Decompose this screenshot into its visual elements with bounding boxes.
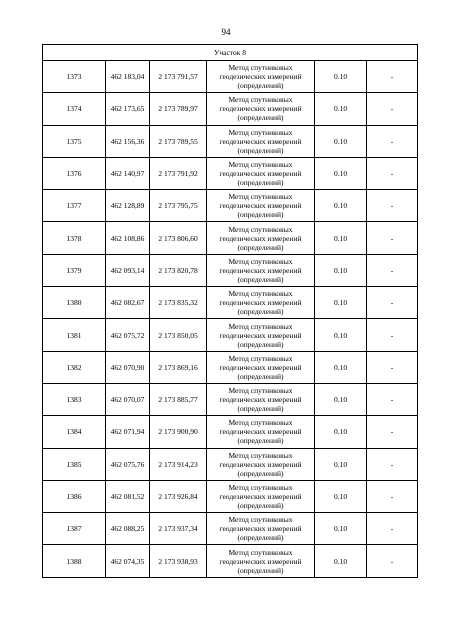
page-number: 94 [221,27,231,37]
point-number-cell: 1385 [43,448,106,480]
accuracy-cell: 0.10 [315,383,367,415]
table-row [43,61,418,93]
dash-cell: - [367,287,418,319]
table-body [43,45,418,578]
x-coordinate-cell: 462 070,90 [106,351,150,383]
coordinates-table [42,44,418,578]
dash-cell: - [367,319,418,351]
method-line: Метод спутниковых [228,386,293,396]
accuracy-cell: 0.10 [315,222,367,254]
y-coordinate-cell: 2 173 914,23 [150,448,207,480]
method-line: Метод спутниковых [228,127,293,137]
point-number-cell: 1388 [43,545,106,577]
accuracy-cell: 0.10 [315,125,367,157]
method-line: Метод спутниковых [228,256,293,266]
x-coordinate-cell: 462 075,76 [106,448,150,480]
method-line: геодезических измерений [219,169,302,179]
accuracy-cell: 0.10 [315,480,367,512]
x-coordinate-cell: 462 093,14 [106,254,150,286]
method-line: (определений) [237,178,284,188]
accuracy-cell: 0.10 [315,351,367,383]
method-line: геодезических измерений [219,459,302,469]
method-line: (определений) [237,81,284,91]
dash-cell: - [367,190,418,222]
y-coordinate-cell: 2 173 900,90 [150,416,207,448]
y-coordinate-cell: 2 173 795,75 [150,190,207,222]
dash-cell: - [367,480,418,512]
section-title: Участок 8 [43,45,418,61]
x-coordinate-cell: 462 074,35 [106,545,150,577]
point-number-cell: 1382 [43,351,106,383]
method-line: геодезических измерений [219,265,302,275]
method-line: (определений) [237,307,284,317]
method-line: геодезических измерений [219,72,302,82]
method-cell [207,383,315,415]
method-line: Метод спутниковых [228,353,293,363]
dash-cell: - [367,351,418,383]
table-row [43,222,418,254]
method-cell [207,157,315,189]
point-number-cell: 1381 [43,319,106,351]
method-line: геодезических измерений [219,427,302,437]
table-row [43,513,418,545]
x-coordinate-cell: 462 075,72 [106,319,150,351]
table-row [43,157,418,189]
method-line: геодезических измерений [219,298,302,308]
method-line: (определений) [237,565,284,575]
accuracy-cell: 0.10 [315,61,367,93]
method-line: Метод спутниковых [228,192,293,202]
table-row [43,93,418,125]
method-line: Метод спутниковых [228,321,293,331]
y-coordinate-cell: 2 173 885,77 [150,383,207,415]
method-line: геодезических измерений [219,330,302,340]
y-coordinate-cell: 2 173 926,84 [150,480,207,512]
method-line: Метод спутниковых [228,483,293,492]
point-number-cell: 1377 [43,190,106,222]
method-line: геодезических измерений [219,492,302,501]
method-cell [207,513,315,545]
point-number-cell: 1384 [43,416,106,448]
x-coordinate-cell: 462 156,36 [106,125,150,157]
x-coordinate-cell: 462 082,67 [106,287,150,319]
accuracy-cell: 0.10 [315,287,367,319]
table-row [43,254,418,286]
method-line: (определений) [237,404,284,414]
method-cell [207,190,315,222]
x-coordinate-cell: 462 088,25 [106,513,150,545]
accuracy-cell: 0.10 [315,416,367,448]
accuracy-cell: 0.10 [315,319,367,351]
table-row [43,480,418,512]
table-row [43,319,418,351]
method-line: геодезических измерений [219,136,302,146]
method-line: (определений) [237,274,284,284]
method-line: (определений) [237,371,284,381]
method-line: Метод спутниковых [228,547,293,557]
method-cell [207,480,315,512]
method-cell [207,319,315,351]
x-coordinate-cell: 462 140,97 [106,157,150,189]
y-coordinate-cell: 2 173 791,92 [150,157,207,189]
point-number-cell: 1373 [43,61,106,93]
method-cell [207,61,315,93]
accuracy-cell: 0.10 [315,545,367,577]
method-line: (определений) [237,113,284,123]
x-coordinate-cell: 462 081,52 [106,480,150,512]
dash-cell: - [367,93,418,125]
dash-cell: - [367,545,418,577]
method-line: геодезических измерений [219,556,302,566]
method-line: Метод спутниковых [228,418,293,428]
table-row [43,383,418,415]
accuracy-cell: 0.10 [315,254,367,286]
point-number-cell: 1374 [43,93,106,125]
method-line: (определений) [237,533,284,543]
x-coordinate-cell: 462 108,86 [106,222,150,254]
y-coordinate-cell: 2 173 869,16 [150,351,207,383]
y-coordinate-cell: 2 173 938,93 [150,545,207,577]
dash-cell: - [367,383,418,415]
accuracy-cell: 0.10 [315,157,367,189]
y-coordinate-cell: 2 173 937,34 [150,513,207,545]
y-coordinate-cell: 2 173 835,32 [150,287,207,319]
point-number-cell: 1387 [43,513,106,545]
y-coordinate-cell: 2 173 850,05 [150,319,207,351]
accuracy-cell: 0.10 [315,448,367,480]
accuracy-cell: 0.10 [315,93,367,125]
dash-cell: - [367,448,418,480]
dash-cell: - [367,125,418,157]
method-cell [207,545,315,577]
method-cell [207,448,315,480]
y-coordinate-cell: 2 173 820,78 [150,254,207,286]
table-row [43,125,418,157]
method-line: (определений) [237,468,284,478]
method-line: геодезических измерений [219,104,302,114]
method-line: Метод спутниковых [228,95,293,105]
x-coordinate-cell: 462 173,65 [106,93,150,125]
table-row [43,351,418,383]
point-number-cell: 1378 [43,222,106,254]
method-cell [207,416,315,448]
accuracy-cell: 0.10 [315,190,367,222]
point-number-cell: 1375 [43,125,106,157]
point-number-cell: 1376 [43,157,106,189]
section-header-row [43,45,418,61]
y-coordinate-cell: 2 173 789,55 [150,125,207,157]
table-row [43,545,418,577]
method-line: Метод спутниковых [228,289,293,299]
y-coordinate-cell: 2 173 806,60 [150,222,207,254]
method-cell [207,93,315,125]
method-line: геодезических измерений [219,233,302,243]
method-line: Метод спутниковых [228,515,293,525]
dash-cell: - [367,157,418,189]
accuracy-cell: 0.10 [315,513,367,545]
method-line: Метод спутниковых [228,160,293,170]
table-row [43,287,418,319]
method-line: (определений) [237,436,284,446]
dash-cell: - [367,254,418,286]
method-line: (определений) [237,339,284,349]
method-line: (определений) [237,210,284,220]
method-line: Метод спутниковых [228,224,293,234]
dash-cell: - [367,513,418,545]
method-line: геодезических измерений [219,362,302,372]
method-cell [207,222,315,254]
method-line: (определений) [237,501,284,510]
point-number-cell: 1386 [43,480,106,512]
method-line: (определений) [237,242,284,252]
method-cell [207,125,315,157]
point-number-cell: 1383 [43,383,106,415]
table-row [43,190,418,222]
method-line: геодезических измерений [219,524,302,534]
method-cell [207,254,315,286]
x-coordinate-cell: 462 071,94 [106,416,150,448]
method-cell [207,351,315,383]
dash-cell: - [367,416,418,448]
method-line: (определений) [237,145,284,155]
method-line: геодезических измерений [219,395,302,405]
method-line: Метод спутниковых [228,450,293,460]
method-line: геодезических измерений [219,201,302,211]
x-coordinate-cell: 462 183,04 [106,61,150,93]
table-row [43,416,418,448]
dash-cell: - [367,222,418,254]
y-coordinate-cell: 2 173 789,97 [150,93,207,125]
table-row [43,448,418,480]
y-coordinate-cell: 2 173 791,57 [150,61,207,93]
dash-cell: - [367,61,418,93]
method-line: Метод спутниковых [228,63,293,73]
point-number-cell: 1380 [43,287,106,319]
point-number-cell: 1379 [43,254,106,286]
x-coordinate-cell: 462 070,07 [106,383,150,415]
x-coordinate-cell: 462 128,89 [106,190,150,222]
method-cell [207,287,315,319]
